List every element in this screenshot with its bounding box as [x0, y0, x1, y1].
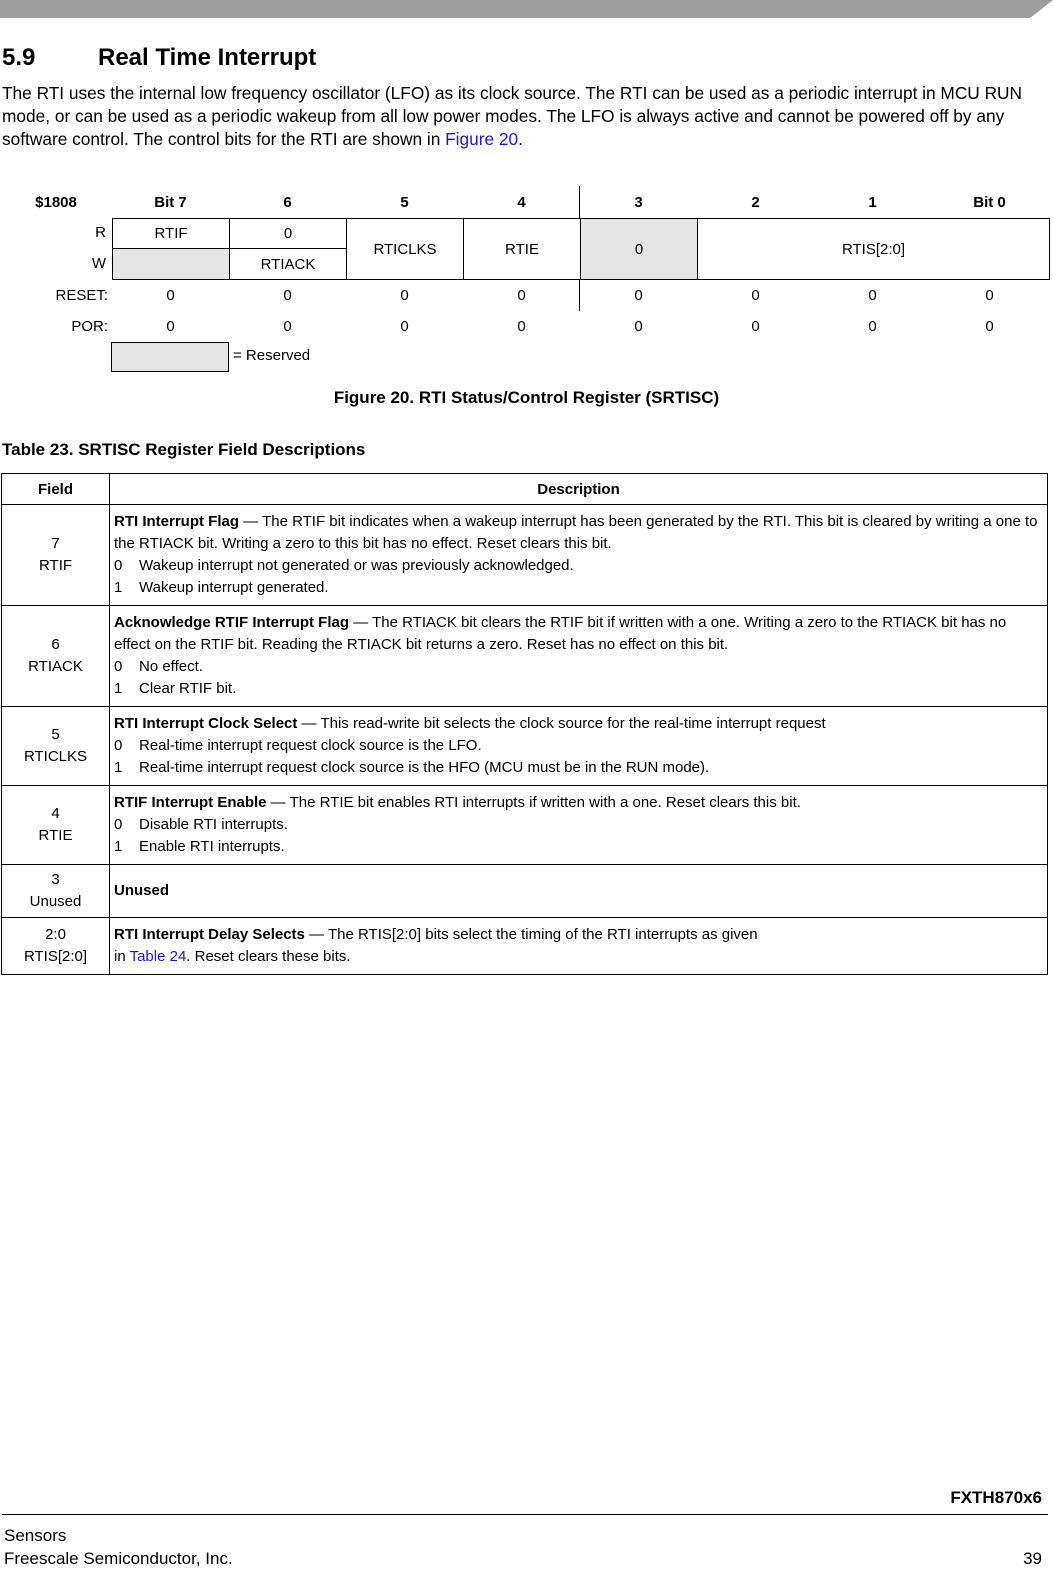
- table-header-row: [2, 474, 1048, 505]
- reset-bit2: 0: [751, 287, 760, 304]
- header-bar: [0, 0, 1053, 18]
- por-bit2: 0: [751, 318, 760, 335]
- description-title: RTI Interrupt Delay Selects: [114, 926, 305, 943]
- divider-top: [579, 186, 580, 218]
- option-key: 0: [114, 816, 123, 833]
- option-key: 0: [114, 557, 123, 574]
- por-bit7: 0: [166, 318, 175, 335]
- footer-product: FXTH870x6: [950, 1488, 1042, 1507]
- option-value: Enable RTI interrupts.: [139, 838, 285, 855]
- bit-header-1: 1: [868, 194, 877, 211]
- legend-reserved-label: = Reserved: [233, 347, 311, 364]
- option-key: 1: [114, 838, 123, 855]
- field-bit: 7: [51, 535, 60, 552]
- reset-bit6: 0: [283, 287, 292, 304]
- option-value: No effect.: [139, 658, 203, 675]
- option-item: [114, 814, 1041, 836]
- bits2-0-cell: [697, 218, 1050, 280]
- figure-20-link[interactable]: Figure 20: [445, 129, 519, 149]
- description-cell: [110, 606, 1048, 707]
- field-name: RTIACK: [28, 658, 83, 675]
- header-field: Field: [2, 474, 110, 505]
- bit-header-0: Bit 0: [973, 194, 1006, 211]
- field-bit: 5: [51, 726, 60, 743]
- header-bar-shape: [0, 0, 1053, 18]
- row-label-write: W: [91, 255, 106, 272]
- option-item: [114, 678, 1041, 700]
- field-description-table: [1, 473, 1048, 975]
- bits2-0-label: RTIS[2:0]: [841, 240, 906, 258]
- table-24-link[interactable]: Table 24: [129, 948, 187, 965]
- field-name: Unused: [29, 893, 82, 910]
- field-name: RTICLKS: [23, 748, 88, 765]
- field-cell: [2, 606, 110, 707]
- intro-text: The RTI uses the internal low frequency oscillator (LFO) as its clock source. The RTI can be used as a periodic interrupt in MCU RUN mode, or can be used as a periodic wakeup from all low power modes. The LFO is always active and cannot be powered off by any software control. The control bits for the RTI are shown in: [2, 83, 1023, 149]
- row-label-read: R: [95, 224, 106, 241]
- bit5-cell: [346, 218, 464, 280]
- option-value: Real-time interrupt request clock source is the LFO.: [139, 737, 482, 754]
- bit6-write-label: RTIACK: [260, 255, 316, 273]
- option-item: [114, 735, 1041, 757]
- por-bit6: 0: [283, 318, 292, 335]
- reset-bit0: 0: [985, 287, 994, 304]
- description-text: — The RTIE bit enables RTI interrupts if written with a one. Reset clears this bit.: [266, 794, 801, 811]
- table-row: [2, 505, 1048, 606]
- field-bit: 3: [51, 871, 60, 888]
- option-item: [114, 656, 1041, 678]
- bit7-write-reserved: [112, 248, 230, 280]
- description-cell: [110, 707, 1048, 786]
- table-row: [2, 707, 1048, 786]
- field-bit: 6: [51, 636, 60, 653]
- reset-label: RESET:: [55, 287, 108, 304]
- field-cell: [2, 918, 110, 975]
- description-text-3: . Reset clears these bits.: [186, 948, 351, 965]
- option-value: Real-time interrupt request clock source is the HFO (MCU must be in the RUN mode).: [139, 759, 710, 776]
- field-name: RTIF: [38, 557, 73, 574]
- description-title: RTIF Interrupt Enable: [114, 794, 267, 811]
- por-bit3: 0: [634, 318, 643, 335]
- option-value: Wakeup interrupt not generated or was previously acknowledged.: [139, 557, 574, 574]
- footer-divider: [2, 1514, 1048, 1515]
- footer-category: Sensors: [4, 1526, 67, 1545]
- description-cell: [110, 505, 1048, 606]
- reset-bit3: 0: [634, 287, 643, 304]
- option-item: [114, 757, 1041, 779]
- description-text: — The RTIACK bit clears the RTIF bit if written with a one. Writing a zero to the RTIACK bit has no effect on the RTIF bit. Reading the RTIACK bit returns a zero. Reset has no effect on this bit.: [114, 614, 1007, 653]
- option-item: [114, 577, 1041, 599]
- description-title: RTI Interrupt Flag: [114, 513, 239, 530]
- option-value: Wakeup interrupt generated.: [139, 579, 329, 596]
- figure-caption: Figure 20. RTI Status/Control Register (SRTISC): [333, 388, 720, 407]
- reset-bit7: 0: [166, 287, 175, 304]
- table-row: [2, 786, 1048, 865]
- intro-paragraph: [2, 82, 1048, 151]
- page-number: 39: [1023, 1549, 1042, 1568]
- option-item: [114, 836, 1041, 858]
- option-key: 1: [114, 759, 123, 776]
- field-cell: [2, 707, 110, 786]
- description-text-2: in: [114, 948, 130, 965]
- por-bit4: 0: [517, 318, 526, 335]
- description-text: — The RTIF bit indicates when a wakeup interrupt has been generated by the RTI. This bit is cleared by writing a one to the RTIACK bit. Writing a zero to this bit has no effect. Reset clears this bit.: [114, 513, 1038, 552]
- bit4-label: RTIE: [505, 240, 539, 258]
- field-name: RTIS[2:0]: [23, 948, 88, 965]
- section-number: 5.9: [2, 44, 36, 71]
- bit7-read-label: RTIF: [154, 225, 188, 242]
- field-bit: 4: [51, 805, 60, 822]
- table-row: [2, 918, 1048, 975]
- option-key: 0: [114, 737, 123, 754]
- description-title: Acknowledge RTIF Interrupt Flag: [114, 614, 350, 631]
- bit3-label: 0: [634, 240, 644, 258]
- legend-reserved-swatch: [111, 342, 229, 372]
- bit6-read-label: 0: [283, 225, 293, 242]
- por-bit1: 0: [868, 318, 877, 335]
- bit6-write-cell: [229, 248, 347, 280]
- section-title: Real Time Interrupt: [98, 44, 317, 71]
- option-value: Disable RTI interrupts.: [139, 816, 288, 833]
- description-title: Unused: [114, 882, 170, 899]
- description-cell: [110, 918, 1048, 975]
- section-heading: [2, 44, 316, 72]
- bit6-read-cell: [229, 218, 347, 249]
- table-caption: Table 23. SRTISC Register Field Descriptions: [2, 440, 366, 459]
- table-row: [2, 606, 1048, 707]
- bit7-read-cell: [112, 218, 230, 249]
- bit5-label: RTICLKS: [373, 240, 437, 258]
- description-cell: [110, 865, 1048, 918]
- option-key: 1: [114, 579, 123, 596]
- bit-header-5: 5: [400, 194, 409, 211]
- bit-header-2: 2: [751, 194, 760, 211]
- field-cell: [2, 505, 110, 606]
- register-figure: [0, 186, 1053, 386]
- field-cell: [2, 786, 110, 865]
- bit3-reserved-cell: [580, 218, 698, 280]
- option-value: Clear RTIF bit.: [139, 680, 237, 697]
- por-label: POR:: [71, 318, 108, 335]
- bit-header-3: 3: [634, 194, 643, 211]
- bit-header-7: Bit 7: [154, 194, 187, 211]
- field-cell: [2, 865, 110, 918]
- reset-bit4: 0: [517, 287, 526, 304]
- table-row: [2, 865, 1048, 918]
- option-key: 0: [114, 658, 123, 675]
- register-address: $1808: [35, 194, 77, 211]
- header-description: Description: [110, 474, 1048, 505]
- reset-bit5: 0: [400, 287, 409, 304]
- field-name: RTIE: [38, 827, 73, 844]
- intro-tail: .: [518, 129, 523, 149]
- por-bit5: 0: [400, 318, 409, 335]
- option-key: 1: [114, 680, 123, 697]
- por-bit0: 0: [985, 318, 994, 335]
- bit4-cell: [463, 218, 581, 280]
- field-bit: 2:0: [45, 926, 66, 943]
- option-item: [114, 555, 1041, 577]
- description-cell: [110, 786, 1048, 865]
- bit-header-4: 4: [517, 194, 526, 211]
- bit-header-6: 6: [283, 194, 292, 211]
- description-text: — The RTIS[2:0] bits select the timing of the RTI interrupts as given: [304, 926, 758, 943]
- description-text: — This read-write bit selects the clock source for the real-time interrupt request: [297, 715, 826, 732]
- footer-company: Freescale Semiconductor, Inc.: [4, 1549, 233, 1568]
- reset-bit1: 0: [868, 287, 877, 304]
- description-title: RTI Interrupt Clock Select: [114, 715, 298, 732]
